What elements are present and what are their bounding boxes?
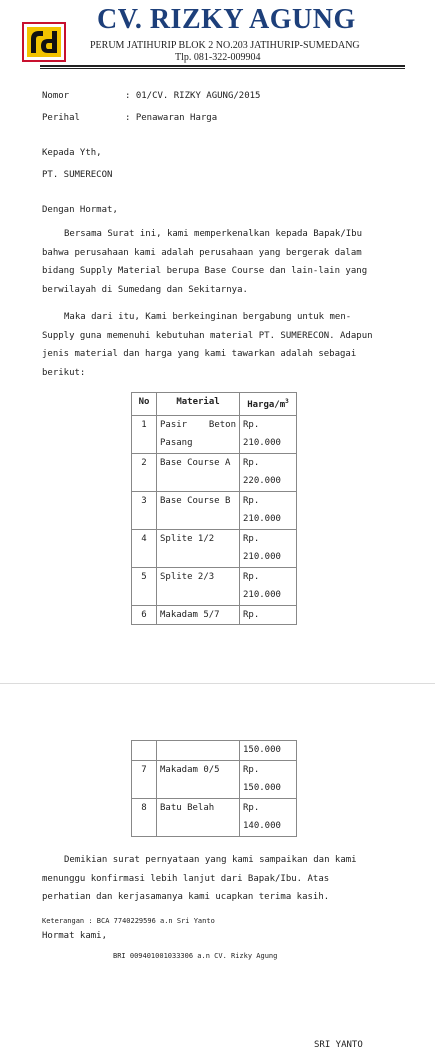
page-break [0, 683, 435, 684]
paragraph-line: perhatian dan kerjasamanya kami ucapkan terima kasih. [42, 892, 330, 902]
signatory-name: SRI YANTO [314, 1040, 363, 1050]
company-logo [22, 22, 66, 62]
table-row [132, 605, 297, 625]
paragraph-line: berikut: [42, 367, 86, 378]
cell-material: Pasir Beton Pasang [157, 415, 240, 453]
paragraph-line: Maka dari itu, Kami berkeinginan bergabung untuk men- [64, 312, 352, 322]
material-price-table-continued [131, 740, 297, 837]
cell-material: Batu Belah [157, 798, 240, 836]
cell-no: 3 [132, 491, 157, 529]
cell-material [157, 741, 240, 761]
cell-price: Rp. 140.000 [240, 798, 297, 836]
table-row [132, 529, 297, 567]
table-row [132, 760, 297, 798]
cell-price: Rp. 210.000 [240, 567, 297, 605]
bank-note-bri: BRI 009401001033306 a.n CV. Rizky Agung [113, 952, 278, 960]
cell-price: Rp. 210.000 [240, 415, 297, 453]
cell-price: Rp. 220.000 [240, 453, 297, 491]
cell-price: Rp. 210.000 [240, 491, 297, 529]
recipient-line-2: PT. SUMERECON [42, 170, 113, 180]
cell-no: 7 [132, 760, 157, 798]
cell-price: 150.000 [240, 741, 297, 761]
recipient-line-1: Kepada Yth, [42, 148, 102, 158]
paragraph-line: Bersama Surat ini, kami memperkenalkan kepada Bapak/Ibu [64, 229, 363, 239]
cell-no: 8 [132, 798, 157, 836]
paragraph-intro [42, 225, 388, 299]
material-price-table [131, 392, 297, 625]
cell-no: 2 [132, 453, 157, 491]
paragraph-offer [42, 308, 388, 382]
cell-no: 6 [132, 605, 157, 625]
cell-material: Splite 2/3 [157, 567, 240, 605]
cell-no: 4 [132, 529, 157, 567]
cell-price: Rp. 210.000 [240, 529, 297, 567]
paragraph-line: bidang Supply Material berupa Base Course dan lain-lain yang [42, 266, 368, 276]
header-rule-thin [40, 68, 405, 69]
cell-no [132, 741, 157, 761]
table-row [132, 453, 297, 491]
cell-price: Rp. [240, 605, 297, 625]
perihal-value: : Penawaran Harga [125, 113, 218, 123]
nomor-label: Nomor [42, 91, 70, 101]
table-header-row [132, 393, 297, 416]
paragraph-line: bahwa perusahaan kami adalah perusahaan yang bergerak dalam [42, 247, 362, 258]
header-rule [40, 65, 405, 67]
perihal-label: Perihal [42, 113, 80, 123]
company-name: CV. RIZKY AGUNG [97, 4, 356, 35]
header-no: No [132, 393, 157, 416]
paragraph-line: menunggu konfirmasi lebih lanjut dari Bapak/Ibu. Atas [42, 873, 330, 884]
header-material: Material [157, 393, 240, 416]
table-row [132, 567, 297, 605]
cell-material: Base Course B [157, 491, 240, 529]
cell-material: Base Course A [157, 453, 240, 491]
table-row [132, 741, 297, 761]
paragraph-line: jenis material dan harga yang kami tawarkan adalah sebagai [42, 349, 357, 359]
salutation: Dengan Hormat, [42, 205, 118, 215]
cell-material: Splite 1/2 [157, 529, 240, 567]
logo-mark [27, 27, 61, 57]
header-price: Harga/$m^3$ [240, 393, 297, 416]
company-address: PERUM JATIHURIP BLOK 2 NO.203 JATIHURIP-SUMEDANG [90, 40, 360, 51]
paragraph-line: Demikian surat pernyataan yang kami sampaikan dan kami [64, 855, 357, 865]
table-row [132, 415, 297, 453]
signoff: Hormat kami, [42, 931, 108, 941]
paragraph-line: berwilayah di Sumedang dan Sekitarnya. [42, 284, 248, 295]
bank-note-bca: Keterangan : BCA 7740229596 a.n Sri Yanto [42, 917, 215, 925]
cell-no: 1 [132, 415, 157, 453]
company-phone: Tlp. 081-322-009904 [175, 52, 261, 63]
table-row [132, 491, 297, 529]
logo-glyph-icon [27, 27, 61, 57]
table-row [132, 798, 297, 836]
paragraph-line: Supply guna memenuhi kebutuhan material PT. SUMERECON. Adapun [42, 330, 373, 341]
cell-price: Rp. 150.000 [240, 760, 297, 798]
cell-material: Makadam 0/5 [157, 760, 240, 798]
cell-no: 5 [132, 567, 157, 605]
cell-material: Makadam 5/7 [157, 605, 240, 625]
paragraph-closing [42, 851, 388, 907]
nomor-value: : 01/CV. RIZKY AGUNG/2015 [125, 91, 261, 101]
